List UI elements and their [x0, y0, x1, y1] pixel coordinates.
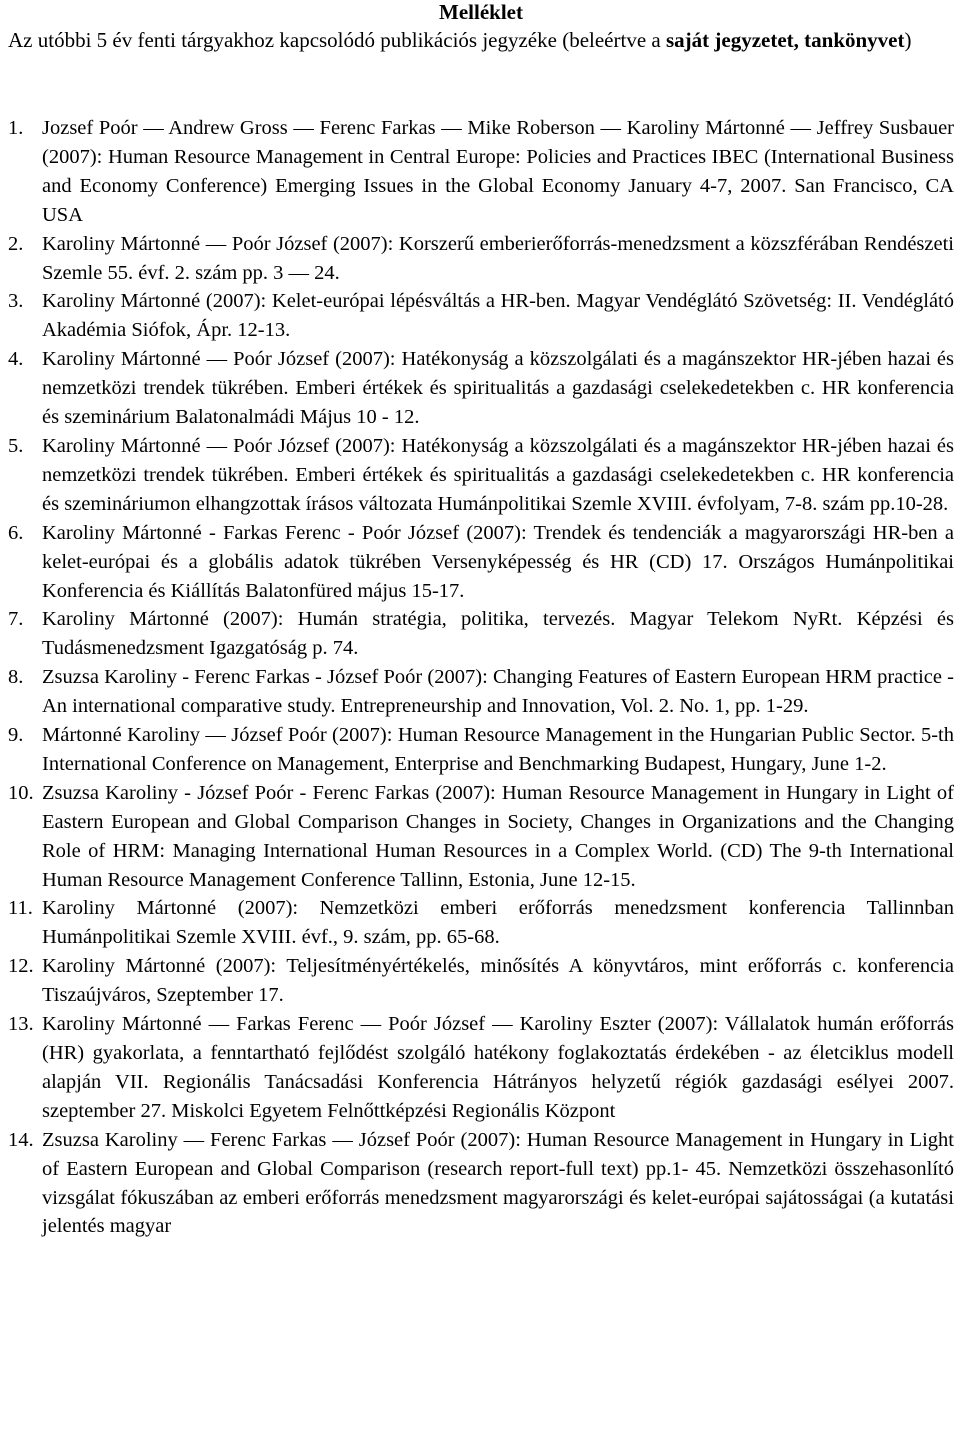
publication-number: 10.	[8, 781, 34, 804]
publication-item	[8, 721, 954, 779]
publication-item	[8, 345, 954, 432]
publication-item	[8, 779, 954, 895]
publication-item	[8, 663, 954, 721]
publication-number: 6.	[8, 521, 24, 544]
publication-number: 13.	[8, 1013, 34, 1036]
publication-number: 8.	[8, 666, 24, 689]
publication-item	[8, 1126, 954, 1242]
intro-paragraph	[8, 26, 954, 54]
publication-text: Karoliny Mártonné - Farkas Ferenc - Poór József (2007): Trendek és tendenciák a magyarországi HR-ben a kelet-európai és a globális adatok tükrében Versenyképesség és HR (CD) 17. Országos Humánpolitikai Konferencia és Kiállítás Balatonfüred május 15-17.	[42, 521, 954, 602]
publication-text: Karoliny Mártonné — Poór József (2007): Hatékonyság a közszolgálati és a magánszektor HR-jében hazai és nemzetközi trendek tükrében. Emberi értékek és spiritualitás a gazdasági cselekedetekben c. HR konferencia és szeminárium Balatonalmádi Május 10 - 12.	[42, 348, 954, 429]
publication-number: 1.	[8, 117, 24, 139]
publication-number: 11.	[8, 897, 33, 920]
publication-number: 7.	[8, 608, 24, 631]
publication-number: 5.	[8, 434, 24, 457]
publication-text: Karoliny Mártonné — Poór József (2007): Hatékonyság a közszolgálati és a magánszektor HR-jében hazai és nemzetközi trendek tükrében. Emberi értékek és spiritualitás a gazdasági cselekedetekben c. HR konferencia és szemináriumon elhangzottak írásos változata Humánpolitikai Szemle XVIII. évfolyam, 7-8. szám pp.10-28.	[42, 434, 954, 515]
intro-bold: saját jegyzetet, tankönyvet	[665, 28, 905, 52]
publication-item	[8, 230, 954, 288]
publication-text: Mártonné Karoliny — József Poór (2007): Human Resource Management in the Hungarian Public Sector. 5-th International Conference on Management, Enterprise and Benchmarking Budapest, Hungary, June 1-2.	[42, 724, 954, 775]
publication-text: Karoliny Mártonné (2007): Nemzetközi emberi erőforrás menedzsment konferencia Tallinnban Humánpolitikai Szemle XVIII. évf., 9. szám, pp. 65-68.	[42, 897, 954, 949]
publication-text: Karoliny Mártonné (2007): Teljesítményértékelés, minősítés A könyvtáros, mint erőforrás c. konferencia Tiszaújváros, Szeptember 17.	[42, 955, 954, 1007]
publication-text: Jozsef Poór — Andrew Gross — Ferenc Farkas — Mike Roberson — Karoliny Mártonné — Jeffrey Susbauer (2007): Human Resource Management in Central Europe: Policies and Practices IBEC (International Business and Economy Conference) Emerging Issues in the Global Economy January 4-7, 2007. San Francisco, CA USA	[42, 117, 954, 226]
publication-text: Zsuzsa Karoliny - József Poór - Ferenc Farkas (2007): Human Resource Management in Hungary in Light of Eastern European and Global Comparison Changes in Society, Changes in Organizations and the Changing Role of HRM: Managing International Human Resources in a Complex World. (CD) The 9-th International Human Resource Management Conference Tallinn, Estonia, June 12-15.	[42, 781, 954, 891]
publication-item	[8, 114, 954, 230]
publication-item	[8, 519, 954, 606]
publication-text: Karoliny Mártonné (2007): Humán stratégia, politika, tervezés. Magyar Telekom NyRt. Képzési és Tudásmenedzsment Igazgatóság p. 74.	[42, 608, 954, 660]
publication-item	[8, 287, 954, 345]
publication-number: 14.	[8, 1128, 34, 1151]
publication-text: Karoliny Mártonné — Poór József (2007): Korszerű emberierőforrás-menedzsment a közszférában Rendészeti Szemle 55. évf. 2. szám pp. 3 — 24.	[42, 232, 954, 284]
intro-prefix: Az utóbbi 5 év fenti tárgyakhoz kapcsolódó publikációs jegyzéke (beleértve a	[8, 28, 666, 52]
publication-text: Karoliny Mártonné — Farkas Ferenc — Poór József — Karoliny Eszter (2007): Vállalatok humán erőforrás (HR) gyakorlata, a fenntartható fejlődést szolgáló hatékony foglakoztatás érdekében - az életciklus modell alapján VII. Regionális Tanácsadási Konferencia Hátrányos helyzetű régiók gazdasági esélyei 2007. szeptember 27. Miskolci Egyetem Felnőttképzési Regionális Központ	[42, 1013, 954, 1122]
page-title: Melléklet	[439, 0, 523, 24]
publication-list	[8, 114, 954, 1241]
document-page	[8, 0, 954, 1238]
publication-text: Zsuzsa Karoliny - Ferenc Farkas - József Poór (2007): Changing Features of Eastern European HRM practice - An international comparative study. Entrepreneurship and Innovation, Vol. 2. No. 1, pp. 1-29.	[42, 666, 954, 718]
publication-item	[8, 894, 954, 952]
publication-number: 2.	[8, 232, 24, 255]
publication-item	[8, 1010, 954, 1126]
publication-number: 3.	[8, 290, 24, 313]
publication-item	[8, 605, 954, 663]
publication-number: 4.	[8, 348, 24, 371]
intro-suffix: )	[904, 28, 912, 52]
publication-text: Karoliny Mártonné (2007): Kelet-európai lépésváltás a HR-ben. Magyar Vendéglátó Szövetség: II. Vendéglátó Akadémia Siófok, Ápr. 12-13.	[42, 290, 954, 342]
publication-item	[8, 432, 954, 519]
publication-item	[8, 952, 954, 1010]
publication-number: 12.	[8, 955, 34, 978]
publication-number: 9.	[8, 724, 24, 747]
publication-text: Zsuzsa Karoliny — Ferenc Farkas — József Poór (2007): Human Resource Management in Hungary in Light of Eastern European and Global Comparison (research report-full text) pp.1- 45. Nemzetközi összehasonlító vizsgálat fókuszában az emberi erőforrás menedzsment magyarországi és kelet-európai sajátosságai (a kutatási jelentés magyar	[42, 1128, 954, 1238]
